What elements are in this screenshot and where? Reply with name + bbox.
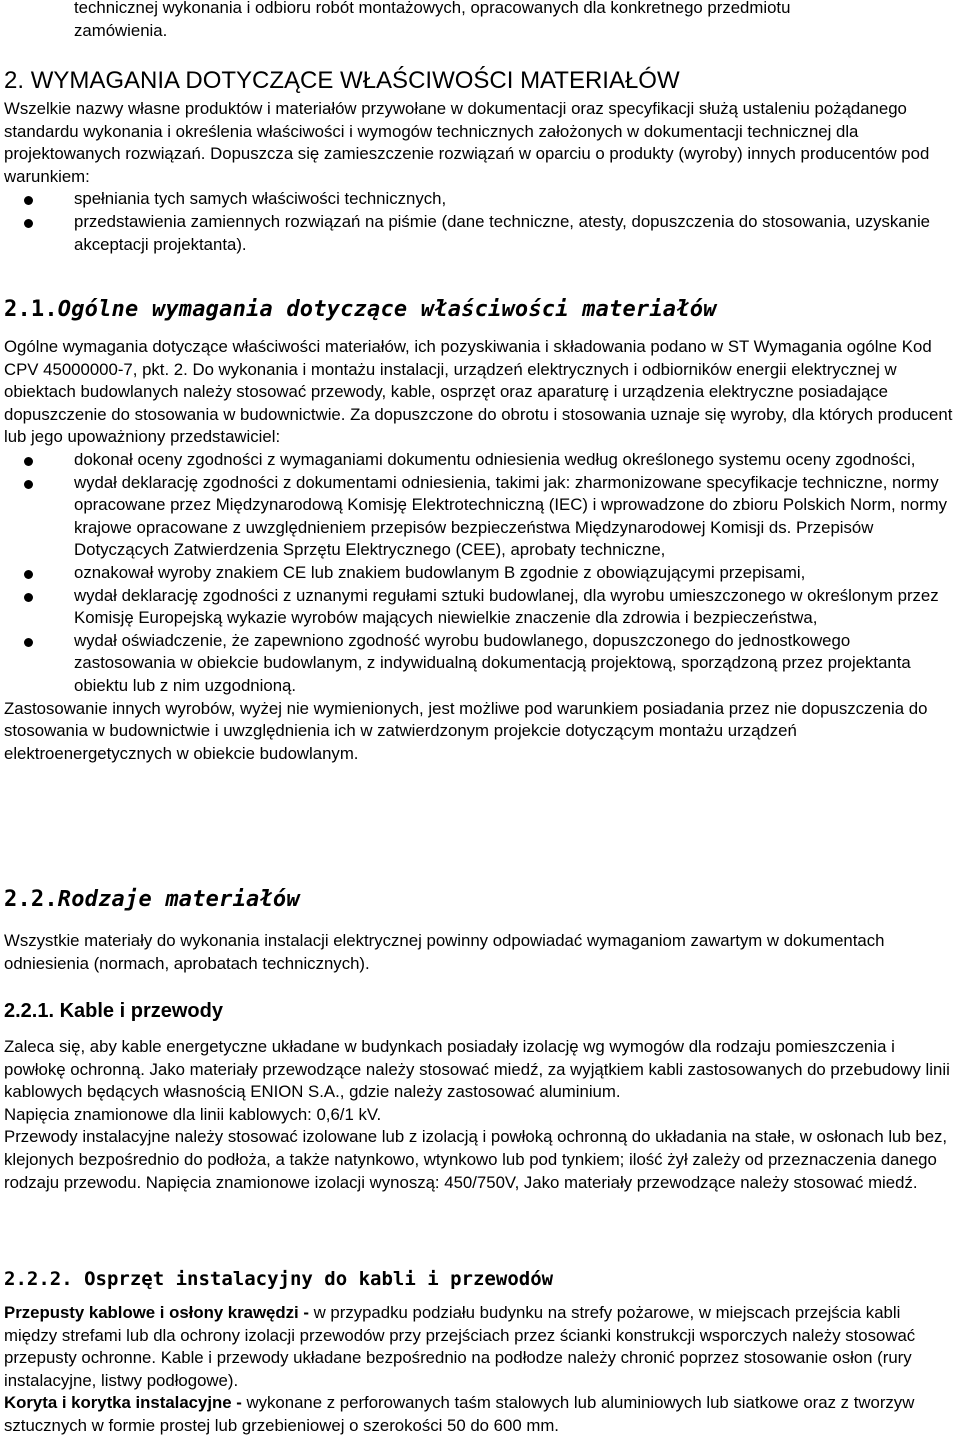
list-item (4, 449, 956, 472)
cable-trays-description: wykonane z perforowanych taśm stalowych lub aluminiowych lub siatkowe oraz z tworzyw sztucznych w formie prostej lub grzebieniowej o szerokości 50 do 600 mm. (4, 1393, 915, 1435)
section-2-2-2 (4, 1266, 956, 1438)
list-item (4, 188, 956, 211)
section-2-1 (4, 296, 956, 765)
section-2-1-number: 2.1. (4, 297, 58, 322)
section-2-paragraph: Wszelkie nazwy własne produktów i materiałów przywołane w dokumentacji oraz specyfikacji służą ustaleniu pożądanego standardu wykonania i określenia właściwości i wymogów technicznych założonych w dokumentacji technicznej dla projektowanych rozwiązań. Dopuszcza się zamieszczenie rozwiązań w oparciu o produkty (wyroby) innych producentów pod warunkiem: (4, 99, 930, 186)
list-item (4, 585, 956, 630)
bullet-icon (24, 570, 33, 579)
cable-passages-term: Przepusty kablowe i osłony krawędzi - (4, 1303, 309, 1322)
list-item-text: przedstawienia zamiennych rozwiązań na piśmie (dane techniczne, atesty, dopuszczenia do stosowania, uzyskanie akceptacji projektanta). (74, 211, 930, 254)
list-item (4, 630, 956, 698)
section-2-2-1-paragraph-2: Napięcia znamionowe dla linii kablowych: 0,6/1 kV. (4, 1104, 382, 1124)
section-2-2-2-heading: 2.2.2. Osprzęt instalacyjny do kabli i przewodów (4, 1268, 554, 1290)
list-item (4, 472, 956, 562)
bullet-icon (24, 196, 33, 205)
section-2-2-title: Rodzaje materiałów (57, 887, 300, 912)
list-item-text: wydał oświadczenie, że zapewniono zgodność wyrobu budowlanego, dopuszczonego do jednostkowego zastosowania w obiekcie budowlanym, z indywidualną dokumentacją projektową, sporządzoną przez projektanta obiektu lub z nim uzgodnioną. (74, 630, 911, 695)
section-2-2-2-paragraph-2 (4, 1392, 956, 1437)
section-2-bullet-list (4, 188, 956, 256)
section-2-1-bullet-list (4, 449, 956, 698)
section-2-2-paragraph: Wszystkie materiały do wykonania instalacji elektrycznej powinny odpowiadać wymaganiom zawartym w dokumentach odniesienia (normach, aprobatach technicznych). (4, 931, 885, 973)
intro-line-2: zamówienia. (74, 20, 168, 40)
bullet-icon (24, 219, 33, 228)
section-2-1-heading (4, 296, 956, 324)
list-item-text: wydał deklarację zgodności z dokumentami odniesienia, takimi jak: zharmonizowane specyfikacje techniczne, normy opracowane przez Międzynarodową Komisję Elektrotechniczną (IEC) i wprowadzone do zbioru Polskich Norm, normy krajowe opracowane z uwzględnieniem przepisów bezpieczeństwa Międzynarodowej Komisji ds. Przepisów Dotyczących Zatwierdzenia Sprzętu Elektrycznego (CEE), aprobaty techniczne, (74, 472, 948, 560)
section-2-1-closing-paragraph: Zastosowanie innych wyrobów, wyżej nie wymienionych, jest możliwe pod warunkiem posiadania przez nie dopuszczenia do stosowania w budownictwie i uwzględnienia ich w zatwierdzonym projekcie dotyczącym montażu urządzeń elektroenergetycznych w obiekcie budowlanym. (4, 698, 928, 763)
section-2-2-1-heading: 2.2.1. Kable i przewody (4, 1000, 223, 1022)
section-2-title: WYMAGANIA DOTYCZĄCE WŁAŚCIWOŚCI MATERIAŁÓW (30, 67, 680, 94)
list-item-text: dokonał oceny zgodności z wymaganiami dokumentu odniesienia według określonego systemu oceny zgodności, (74, 449, 916, 469)
list-item (4, 562, 956, 585)
section-2 (4, 66, 956, 256)
section-2-2 (4, 886, 956, 975)
section-2-2-1-paragraph-3: Przewody instalacyjne należy stosować izolowane lub z izolacją i powłoką ochronną do układania na stałe, w osłonach lub bez, klejonych bezpośrednio do podłoża, a także natynkowo, wtynkowo lub pod tynkiem; ilość żył zależy od przeznaczenia danego rodzaju przewodu. Napięcia znamionowe izolacji wynoszą: 450/750V, Jako materiały przewodzące należy stosować miedź. (4, 1127, 948, 1192)
bullet-icon (24, 480, 33, 489)
section-2-2-2-paragraph-1 (4, 1302, 956, 1392)
cable-trays-term: Koryta i korytka instalacyjne - (4, 1393, 242, 1413)
section-2-1-title: Ogólne wymagania dotyczące właściwości materiałów (57, 297, 717, 322)
intro-line-1: technicznej wykonania i odbioru robót montażowych, opracowanych dla konkretnego przedmiotu (74, 0, 791, 17)
section-2-heading (4, 66, 956, 96)
bullet-icon (24, 457, 33, 466)
section-2-1-paragraph: Ogólne wymagania dotyczące właściwości materiałów, ich pozyskiwania i składowania podano w ST Wymagania ogólne Kod CPV 45000000-7, pkt. 2. Do wykonania i montażu instalacji, urządzeń elektrycznych i odbiorników energii elektrycznej w obiektach budowlanych należy stosować przewody, kable, osprzęt oraz aparaturę i urządzenia elektryczne posiadające dopuszczenie do stosowania w budownictwie. Za dopuszczone do obrotu i stosowania uznaje się wyroby, dla których producent lub jego upoważniony przedstawiciel: (4, 337, 953, 447)
section-2-2-heading (4, 886, 956, 914)
section-2-2-1 (4, 998, 956, 1194)
cable-passages-description: w przypadku podziału budynku na strefy pożarowe, w miejscach przejścia kabli między strefami lub dla ochrony izolacji przewodów przy przejściach przez ścianki konstrukcji wsporczych należy stosować przepusty ochronne. Kable i przewody układane bezpośrednio na podłodze należy chronić poprzez stosowanie osłon (rury instalacyjne, listwy podłogowe). (4, 1303, 916, 1390)
list-item-text: oznakował wyroby znakiem CE lub znakiem budowlanym B zgodnie z obowiązującymi przepisami, (74, 562, 806, 582)
section-2-2-1-paragraph-1: Zaleca się, aby kable energetyczne układane w budynkach posiadały izolację wg wymogów dla rodzaju pomieszczenia i powłokę ochronną. Jako materiały przewodzące należy stosować miedź, za wyjątkiem kabli zastosowanych do przebudowy linii kablowych będących własnością ENION S.A., gdzie należy zastosować aluminium. (4, 1037, 950, 1102)
list-item-text: wydał deklarację zgodności z uznanymi regułami sztuki budowlanej, dla wyrobu umieszczonego w określonym przez Komisję Europejską wykazie wyrobów mających niewielkie znaczenie dla zdrowia i bezpieczeństwa, (74, 585, 939, 628)
intro-paragraph (4, 0, 954, 42)
section-2-number: 2. (4, 67, 25, 94)
list-item-text: spełniania tych samych właściwości technicznych, (74, 189, 447, 209)
list-item (4, 211, 956, 256)
bullet-icon (24, 593, 33, 602)
section-2-2-number: 2.2. (4, 887, 58, 912)
bullet-icon (24, 638, 33, 647)
